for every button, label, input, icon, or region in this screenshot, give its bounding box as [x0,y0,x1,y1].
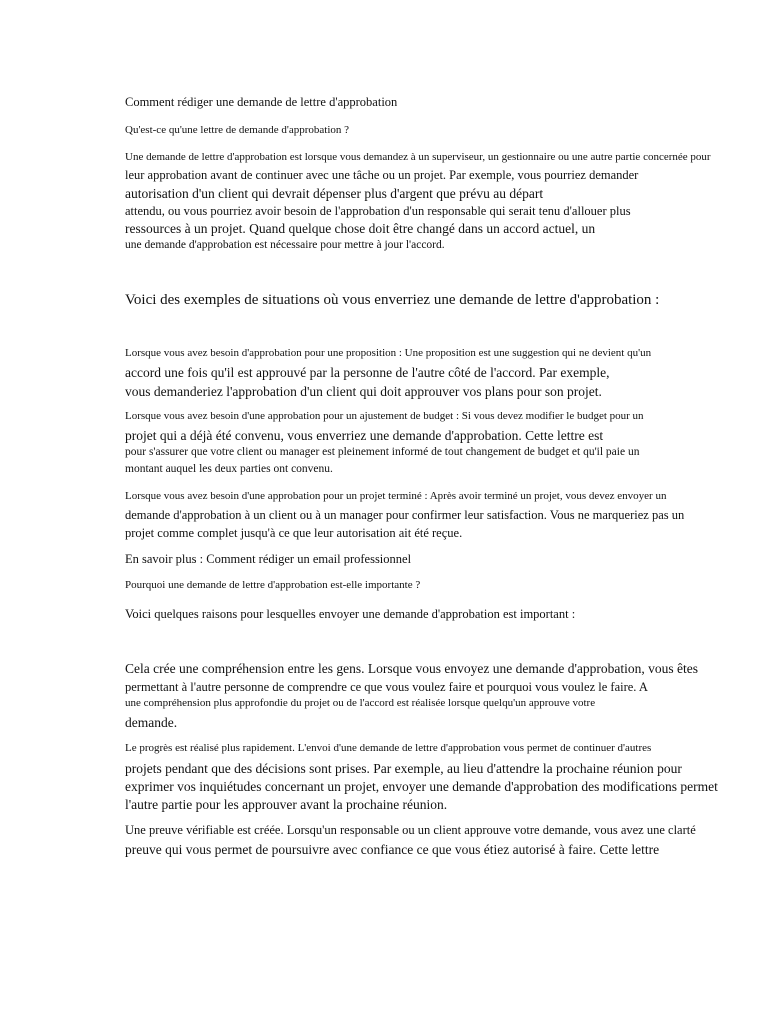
section-heading-importance: Pourquoi une demande de lettre d'approbation est-elle importante ? [125,579,421,591]
section-heading-examples: Voici des exemples de situations où vous enverriez une demande de lettre d'approbation : [125,292,660,308]
text-line: l'autre partie pour les approuver avant la prochaine réunion. [125,797,448,812]
section-heading-definition: Qu'est-ce qu'une lettre de demande d'approbation ? [125,124,350,136]
text-line: montant auquel les deux parties ont convenu. [125,463,333,475]
text-line: accord une fois qu'il est approuvé par la personne de l'autre côté de l'accord. Par exemple, [125,365,610,380]
text-line: une demande d'approbation est nécessaire pour mettre à jour l'accord. [125,239,445,251]
text-line: projet qui a déjà été convenu, vous enverriez une demande d'approbation. Cette lettre est [125,428,604,443]
text-line: ressources à un projet. Quand quelque chose doit être changé dans un accord actuel, un [125,221,596,236]
text-line: permettant à l'autre personne de comprendre ce que vous voulez faire et pourquoi vous voulez le faire. A [125,680,648,694]
text-line: preuve qui vous permet de poursuivre avec confiance ce que vous étiez autorisé à faire. Cette lettre [125,842,660,857]
text-line: Une demande de lettre d'approbation est lorsque vous demandez à un superviseur, un gestionnaire ou une autre partie concernée pour [125,151,711,163]
text-line: Lorsque vous avez besoin d'une approbation pour un projet terminé : Après avoir terminé un projet, vous devez envoyer un [125,490,667,502]
text-line: Lorsque vous avez besoin d'approbation pour une proposition : Une proposition est une suggestion qui ne devient qu'un [125,347,652,359]
text-line: projets pendant que des décisions sont prises. Par exemple, au lieu d'attendre la prochaine réunion pour [125,761,682,776]
text-line: Cela crée une compréhension entre les gens. Lorsque vous envoyez une demande d'approbation, vous êtes [125,661,698,676]
text-line: vous demanderiez l'approbation d'un client qui doit approuver vos plans pour son projet. [125,384,602,399]
text-line: leur approbation avant de continuer avec une tâche ou un projet. Par exemple, vous pourriez demander [125,168,639,182]
text-line: pour s'assurer que votre client ou manager est pleinement informé de tout changement de budget et qu'il paie un [125,446,640,458]
text-line: Le progrès est réalisé plus rapidement. L'envoi d'une demande de lettre d'approbation vous permet de continuer d'autres [125,742,652,754]
text-line: exprimer vos inquiétudes concernant un projet, envoyer une demande d'approbation des modifications permet [125,779,718,794]
text-line: demande d'approbation à un client ou à un manager pour confirmer leur satisfaction. Vous ne marqueriez pas un [125,508,685,522]
text-line: Une preuve vérifiable est créée. Lorsqu'un responsable ou un client approuve votre demande, vous avez une clarté [125,823,696,837]
text-line: une compréhension plus approfondie du projet ou de l'accord est réalisée lorsque quelqu'un approuve votre [125,697,596,709]
reasons-intro: Voici quelques raisons pour lesquelles envoyer une demande d'approbation est important : [125,607,576,621]
read-more-link-text: En savoir plus : Comment rédiger un email professionnel [125,552,412,566]
text-line: attendu, ou vous pourriez avoir besoin de l'approbation d'un responsable qui serait tenu d'allouer plus [125,204,631,218]
text-line: projet comme complet jusqu'à ce que leur autorisation ait été reçue. [125,526,463,540]
document-title: Comment rédiger une demande de lettre d'approbation [125,95,398,109]
text-line: demande. [125,715,178,730]
text-line: Lorsque vous avez besoin d'une approbation pour un ajustement de budget : Si vous devez modifier le budget pour un [125,410,644,422]
text-line: autorisation d'un client qui devrait dépenser plus d'argent que prévu au départ [125,186,544,201]
